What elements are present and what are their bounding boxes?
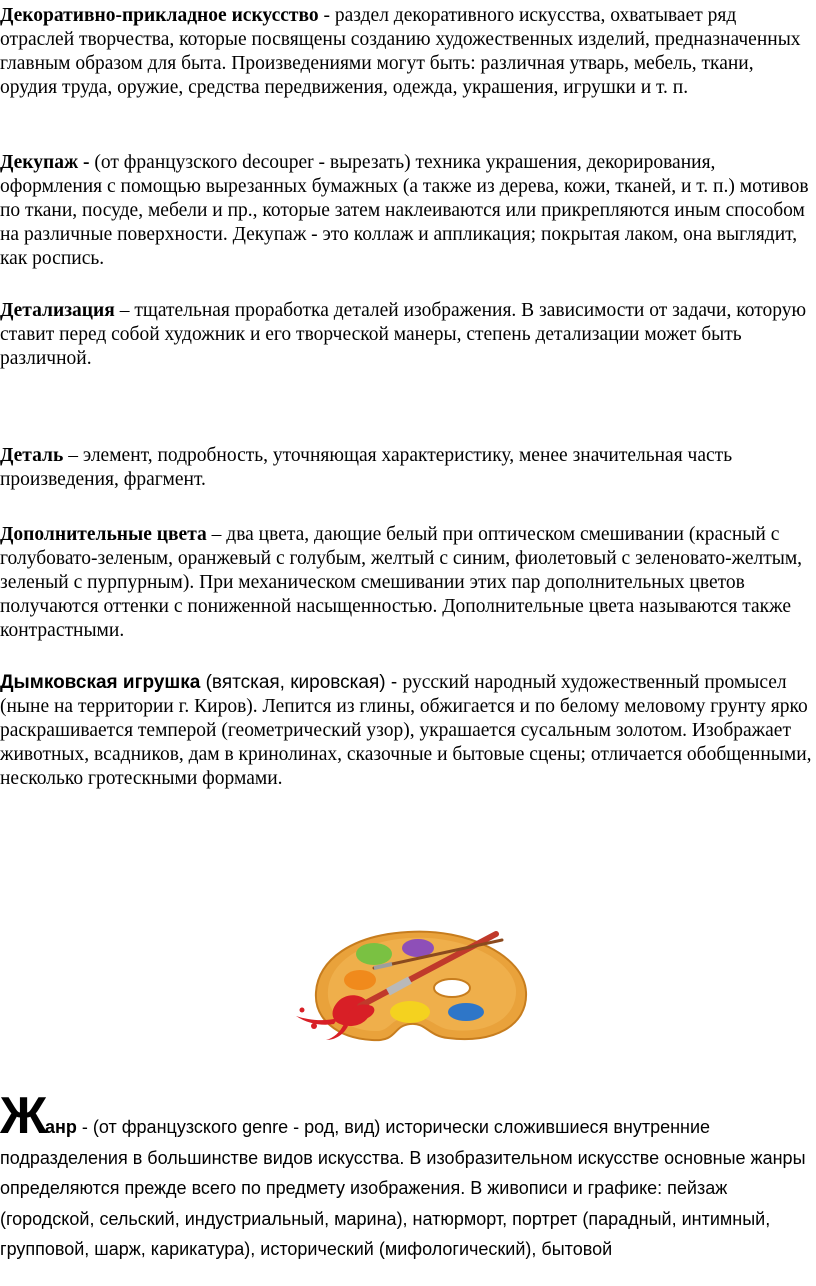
- genre-definition-first-line: - (от французского genre - род, вид) исторически сложившиеся внутренние: [76, 1117, 711, 1137]
- entry-term: Дополнительные цвета: [0, 524, 207, 545]
- blue-paint: [448, 1003, 484, 1021]
- entry-definition: элемент, подробность, уточняющая характеристику, менее значительная часть произведения, фрагмент.: [0, 445, 733, 490]
- palette-thumb-hole: [434, 979, 470, 997]
- entry-separator: –: [63, 445, 83, 466]
- entry-definition: русский народный художественный промысел (ныне на территории г. Киров). Лепится из глины, обжигается и по белому меловому грунту ярко раскрашивается темперой (геометрический узор), украшается сусальным золотом. Изображает животных, всадников, дам в кринолинах, сказочные и бытовые сцены; отличается обобщенными, несколько гротескными формами.: [0, 672, 812, 789]
- entry-separator: –: [114, 300, 135, 321]
- purple-paint: [402, 939, 434, 957]
- entry-complementary-colors: [0, 523, 812, 643]
- genre-definition-rest: подразделения в большинстве видов искусства. В изобразительном искусстве основные жанры определяются прежде всего по предмету изображения. В живописи и графике: пейзаж (городской, сельский, индустриальный, марина), натюрморт, портрет (парадный, интимный, групповой, шарж, карикатура), исторический (мифологический), бытовой: [0, 1147, 806, 1259]
- entry-alt-names: (вятская, кировская) -: [200, 672, 403, 693]
- entry-separator: -: [318, 5, 335, 26]
- entry-term: Декоративно-прикладное искусство: [0, 5, 319, 26]
- entry-detailing: [0, 299, 812, 371]
- entry-separator: –: [206, 524, 227, 545]
- entry-definition: два цвета, дающие белый при оптическом смешивании (красный с голубовато-зеленым, оранжевый с голубым, желтый с синим, фиолетовый с зеленовато-желтым, зеленый с пурпурным). При механическом смешивании этих пар дополнительных цветов получаются оттенки с пониженной насыщенностью. Дополнительные цвета называются также контрастными.: [0, 524, 803, 641]
- entry-definition: тщательная проработка деталей изображения. В зависимости от задачи, которую ставит перед собой художник и его творческой манеры, степень детализации может быть различной.: [0, 300, 807, 369]
- entry-term: Деталь: [0, 445, 64, 466]
- entry-term: Дымковская игрушка: [0, 672, 201, 693]
- entry-term: Декупаж -: [0, 152, 90, 173]
- entry-decoupage: [0, 151, 812, 271]
- entry-decorative-applied-art: [0, 4, 812, 100]
- orange-paint: [344, 970, 376, 990]
- entry-term: Детализация: [0, 300, 115, 321]
- entry-detail: [0, 444, 812, 492]
- yellow-paint: [390, 1001, 430, 1023]
- genre-term-rest: анр: [45, 1117, 77, 1137]
- paint-palette-icon: [288, 926, 530, 1044]
- entry-dymkovo-toy: [0, 671, 812, 791]
- genre-drop-cap: Ж: [0, 1087, 45, 1145]
- entry-definition: (от французского decouper - вырезать) техника украшения, декорирования, оформления с помощью вырезанных бумажных (а также из дерева, кожи, тканей, и т. п.) мотивов по ткани, посуде, мебели и пр., которые затем наклеиваются или прикрепляются иным способом на различные поверхности. Декупаж - это коллаж и аппликация; покрытая лаком, она выглядит, как роспись.: [0, 152, 809, 269]
- entry-definition: раздел декоративного искусства, охватывает ряд отраслей творчества, которые посвящены созданию художественных изделий, предназначенных главным образом для быта. Произведениями могут быть: различная утварь, мебель, ткани, орудия труда, оружие, средства передвижения, одежда, украшения, игрушки и т. п.: [0, 5, 801, 98]
- entry-genre: [0, 1087, 812, 1265]
- green-paint: [356, 943, 392, 965]
